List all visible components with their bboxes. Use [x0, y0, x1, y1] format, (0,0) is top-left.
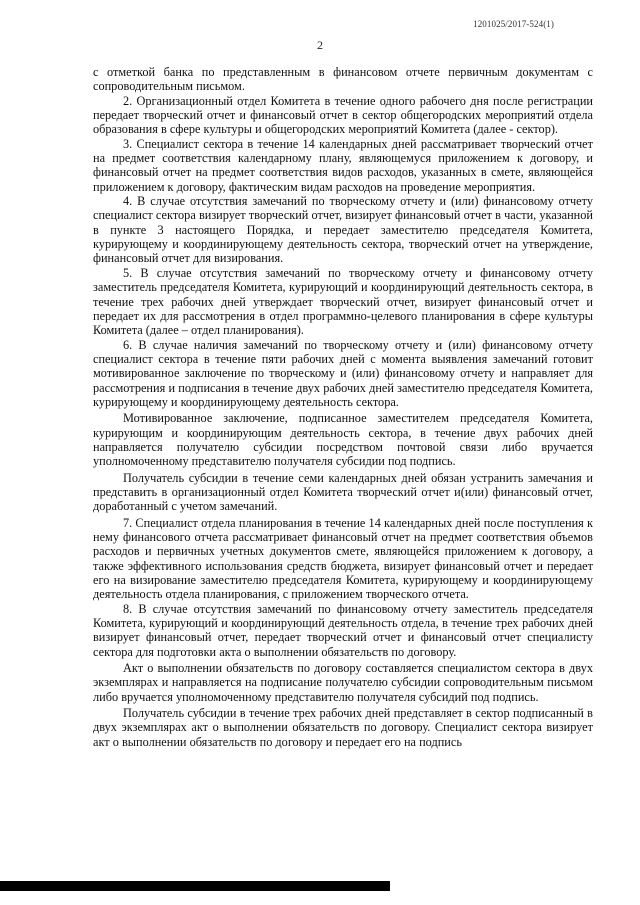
paragraph-continuation: с отметкой банка по представленным в финансовом отчете первичным документам с сопроводительным письмом.	[93, 65, 593, 94]
page-number: 2	[317, 38, 323, 52]
paragraph-motivated-conclusion: Мотивированное заключение, подписанное заместителем председателя Комитета, курирующим и координирующим деятельность сектора, в течение двух рабочих дней направляется получателю субсидии посредством почтовой связи либо вручается уполномоченному представителю получателя субсидии под подпись.	[93, 411, 593, 469]
paragraph-item-5: 5. В случае отсутствия замечаний по творческому отчету и финансовому отчету заместитель председателя Комитета, курирующий и координирующий деятельность сектора, в течение трех рабочих дней утверждает творческий отчет, визирует финансовый отчет и передает их для рассмотрения в отдел программно-целевого планирования в сфере культуры Комитета (далее – отдел планирования).	[93, 265, 593, 338]
paragraph-item-7: 7. Специалист отдела планирования в течение 14 календарных дней после поступления к нему финансового отчета рассматривает финансовый отчет на предмет соответствия объемов расходов и первичных учетных документов смете, являющейся приложением к договору, а также эффективного использования средств бюджета, визирует финансовый отчет и передает его на визирование заместителю председателя Комитета, курирующему и координирующему деятельность отдела планирования, с приложением творческого отчета.	[93, 515, 593, 602]
document-id: 1201025/2017-524(1)	[473, 19, 554, 29]
paragraph-item-2: 2. Организационный отдел Комитета в течение одного рабочего дня после регистрации передает творческий отчет и финансовый отчет в сектор общегородских мероприятий отдела образования в сфере культуры и общегородских мероприятий Комитета (далее - сектор).	[93, 93, 593, 137]
scan-artifact-bar	[0, 881, 390, 891]
paragraph-item-3: 3. Специалист сектора в течение 14 календарных дней рассматривает творческий отчет на предмет соответствия календарному плану, являющемуся приложением к договору, и финансовый отчет на предмет соответствия видов расходов, указанных в смете, являющейся приложением к договору, фактическим видам расходов на проведение мероприятия.	[93, 136, 593, 194]
paragraph-item-8: 8. В случае отсутствия замечаний по финансовому отчету заместитель председателя Комитета, курирующий и координирующий деятельность отдела, в течение трех рабочих дней визирует финансовый отчет, передает творческий отчет и финансовый отчет специалисту сектора для подготовки акта о выполнении обязательств по договору.	[93, 601, 593, 659]
paragraph-act-compilation: Акт о выполнении обязательств по договору составляется специалистом сектора в двух экземплярах и направляется на подписание получателю субсидии сопроводительным письмом либо вручается уполномоченному представителю получателя субсидий под подпись.	[93, 661, 593, 704]
document-body	[93, 65, 593, 749]
paragraph-act-signing: Получатель субсидии в течение трех рабочих дней представляет в сектор подписанный в двух экземплярах акт о выполнении обязательств по договору. Специалист сектора визирует акт о выполнении обязательств по договору и передает его на подпись	[93, 706, 593, 749]
paragraph-item-4: 4. В случае отсутствия замечаний по творческому отчету и (или) финансовому отчету специалист сектора визирует творческий отчет, визирует финансовый отчет в части, указанной в пункте 3 настоящего Порядка, и передает заместителю председателя Комитета, курирующему и координирующему деятельность сектора, творческий отчет на утверждение, финансовый отчет для визирования.	[93, 194, 593, 266]
paragraph-item-6: 6. В случае наличия замечаний по творческому отчету и (или) финансовому отчету специалист сектора в течение пяти рабочих дней с момента выявления замечаний готовит мотивированное заключение по творческому и (или) финансовому отчету и направляет для рассмотрения и подписания в течение двух рабочих дней заместителю председателя Комитета, курирующему и координирующему деятельность сектора.	[93, 337, 593, 409]
paragraph-recipient-obligation: Получатель субсидии в течение семи календарных дней обязан устранить замечания и представить в организационный отдел Комитета творческий отчет и(или) финансовый отчет, доработанный с учетом замечаний.	[93, 470, 593, 514]
